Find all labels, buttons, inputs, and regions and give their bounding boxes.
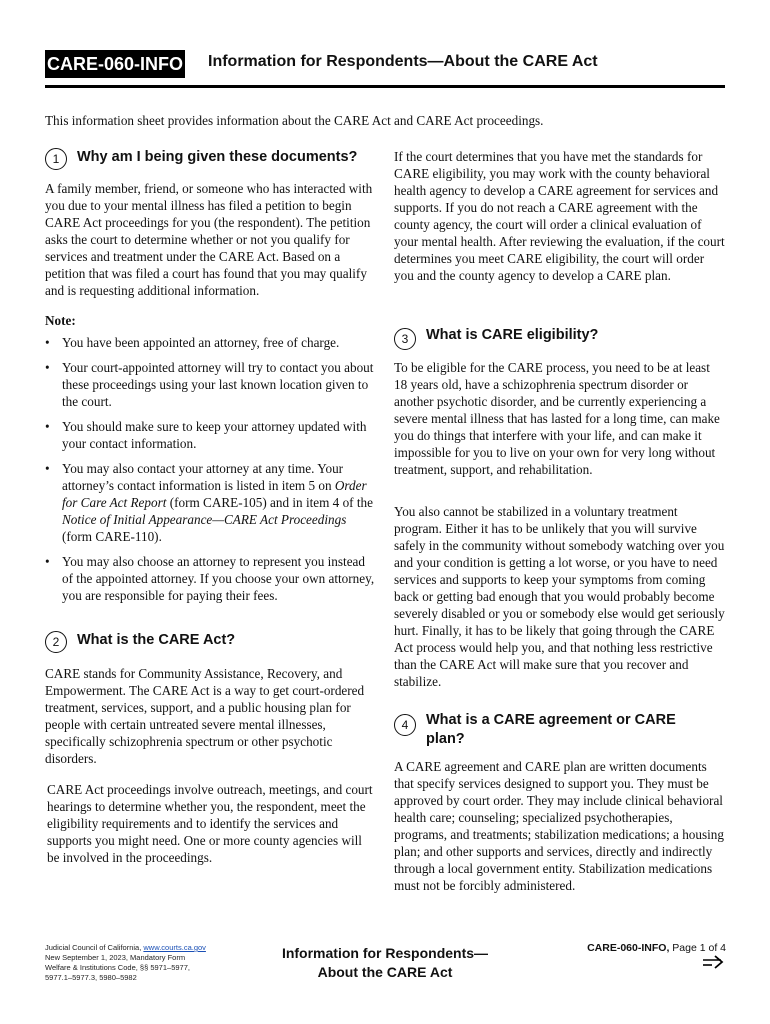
form-reference: Notice of Initial Appearance—CARE Act Proceedings	[62, 512, 347, 527]
footer-title-line-2: About the CARE Act	[317, 964, 453, 980]
list-item	[45, 334, 375, 351]
list-item	[45, 359, 375, 410]
section-title: What is the CARE Act?	[77, 632, 236, 648]
page-number: Page 1 of 4	[669, 942, 726, 954]
section-number-badge: 3	[394, 328, 416, 350]
section-4-paragraph: A CARE agreement and CARE plan are written documents that specify services designed to support you. They must be approved by court order. They may include clinical behavioral health care; counseling; specialized psychotherapies, programs, and treatments; stabilization medications; a housing plan; and other supports and services, directly and indirectly through a local government entity. Stabilization medications must not be forcibly administered.	[394, 759, 724, 893]
bullet-text: (form CARE-110).	[62, 529, 162, 544]
section-3-heading	[394, 326, 726, 350]
page-indicator	[540, 942, 726, 954]
section-title: What is a CARE agreement or CARE plan?	[426, 712, 676, 747]
list-item	[45, 553, 375, 604]
section-4	[394, 711, 726, 749]
section-number-badge: 1	[45, 148, 67, 170]
eligibility-outcome-paragraph: If the court determines that you have met the standards for CARE eligibility, you may work with the county behavioral health agency to develop a CARE agreement for services and supports. If you do not reach a CARE agreement with the county agency, the court will order a clinical evaluation of your mental health. After reviewing the evaluation, if the court determines you meet CARE eligibility, the court will order you and the county agency to develop a CARE plan.	[394, 149, 725, 283]
footer-statute: Welfare & Institutions Code, §§ 5971–5977,	[45, 963, 190, 972]
footer-form-status: New September 1, 2023, Mandatory Form	[45, 953, 186, 962]
section-title: Why am I being given these documents?	[77, 149, 358, 165]
section-2-paragraph-2: CARE Act proceedings involve outreach, meetings, and court hearings to determine whether you, the respondent, meet the eligibility requirements and to identify the services and supports you might need. One or more county agencies will be involved in the proceedings.	[47, 782, 373, 865]
section-1-heading	[45, 148, 375, 170]
form-reference: Order for Care Act Report	[62, 478, 367, 510]
bullet-text: You may also contact your attorney at any time. Your attorney’s contact information is listed in item 5 on	[62, 461, 344, 493]
list-item	[45, 460, 375, 545]
section-2-paragraph-1: CARE stands for Community Assistance, Recovery, and Empowerment. The CARE Act is a way to get court-ordered treatment, services, support, and a public housing plan for people with certain untreated severe mental illnesses, specifically schizophrenia spectrum or other psychotic disorders.	[45, 666, 365, 766]
footer-title	[255, 944, 515, 982]
footer-form-id: CARE-060-INFO,	[587, 942, 670, 954]
bullet-text: Your court-appointed attorney will try to contact you about these proceedings using your last known location given to the court.	[62, 360, 374, 409]
section-2	[45, 631, 375, 653]
section-title: What is CARE eligibility?	[426, 327, 599, 343]
bullet-text: You may also choose an attorney to represent you instead of the appointed attorney. If you choose your own attorney, you are responsible for paying their fees.	[62, 554, 375, 603]
right-arrow-icon[interactable]	[702, 955, 724, 971]
form-id-badge: CARE-060-INFO	[45, 50, 185, 78]
list-item	[45, 418, 375, 452]
intro-text: This information sheet provides information about the CARE Act and CARE Act proceedings.	[45, 113, 544, 128]
courts-website-link[interactable]: www.courts.ca.gov	[143, 943, 206, 952]
bullet-text: You should make sure to keep your attorney updated with your contact information.	[62, 419, 367, 451]
section-3	[394, 326, 726, 350]
section-4-heading	[394, 711, 726, 749]
section-1-paragraph: A family member, friend, or someone who has interacted with you due to your mental illness has filed a petition to begin CARE Act proceedings for you (the respondent). The petition asks the court to determine whether or not you qualify for services and treatment under the CARE Act. Based on a petition that was filed a court has found that you may qualify and is requesting additional information.	[45, 181, 373, 298]
note-label: Note:	[45, 313, 76, 328]
footer-publisher: Judicial Council of California,	[45, 943, 144, 952]
header-rule	[45, 85, 725, 88]
section-3-paragraph-2: You also cannot be stabilized in a voluntary treatment program. Either it has to be unlikely that you will survive safely in the community without somebody watching over you and your condition is getting a lot worse, or you have to need services and supports to keep your symptoms from coming back or getting bad enough that you would probably become severely disabled or you or somebody else would get seriously hurt. Finally, it has to be likely that going through the CARE Act process would help you, and that nothing less restrictive than the CARE Act will make sure that you recover and stabilize.	[394, 504, 725, 689]
section-3-paragraph-1: To be eligible for the CARE process, you need to be at least 18 years old, have a schizophrenia spectrum disorder or another psychotic disorder, and be currently experiencing a severe mental illness that has lasted for a long time, can make you do things that interfere with your life, and can make it impossible for you to live on your own for very long without treatment, support, and rehabilitation.	[394, 360, 720, 477]
section-number-badge: 2	[45, 631, 67, 653]
section-2-heading	[45, 631, 375, 653]
bullet-text: (form CARE-105) and in item 4 of the	[166, 495, 373, 510]
form-title: Information for Respondents—About the CARE Act	[208, 53, 598, 70]
footer-citation	[45, 943, 255, 983]
footer-statute-cont: 5977.1–5977.3, 5980–5982	[45, 973, 137, 982]
footer-title-line-1: Information for Respondents—	[281, 945, 489, 961]
section-1	[45, 148, 375, 170]
bullet-text: You have been appointed an attorney, free of charge.	[62, 335, 340, 350]
section-number-badge: 4	[394, 714, 416, 736]
note-list	[45, 334, 375, 612]
